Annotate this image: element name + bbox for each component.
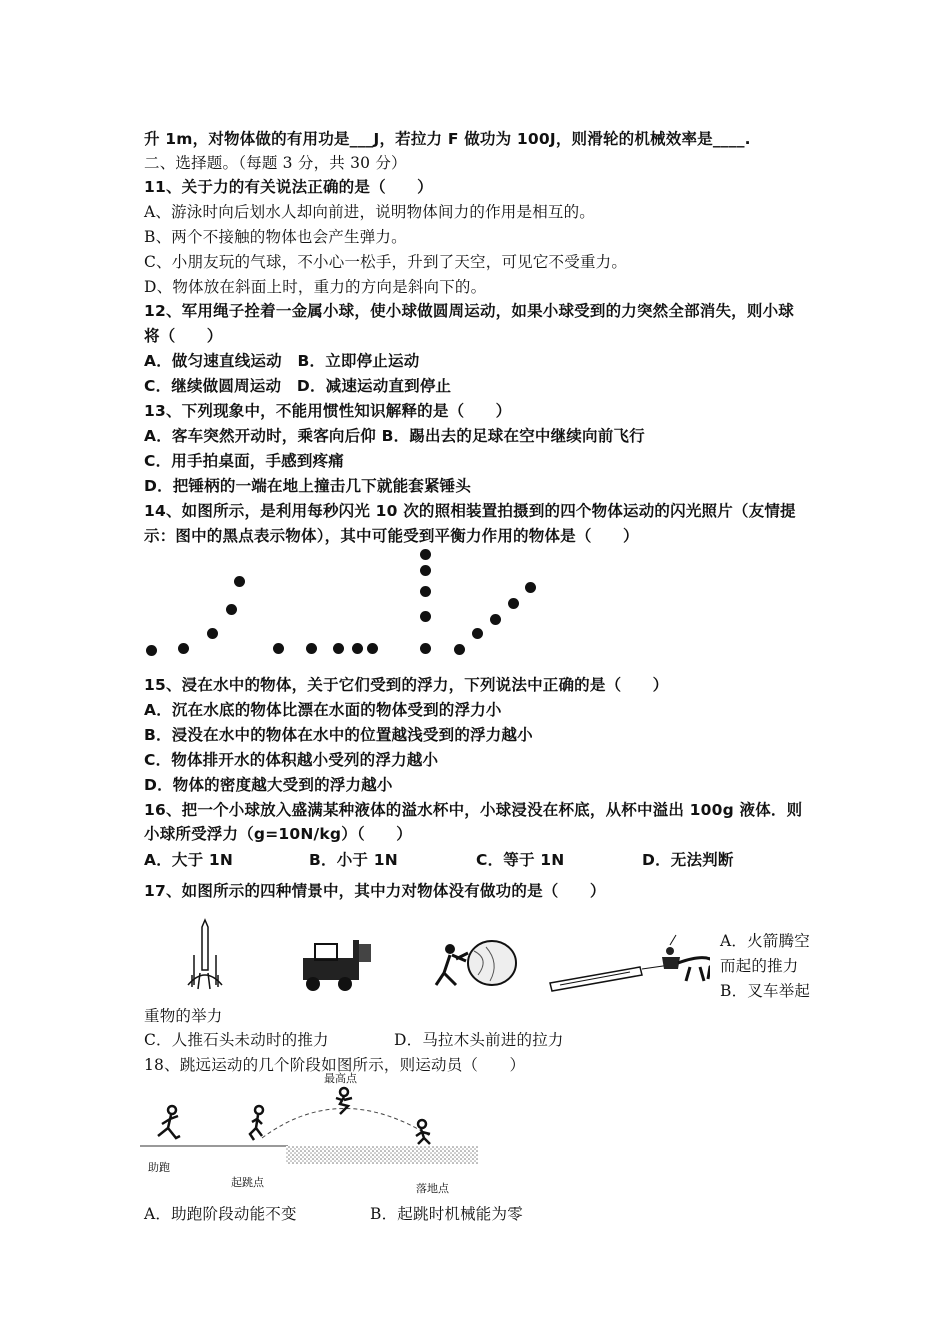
dot [146, 645, 157, 656]
caption-b: B．叉车举起 [720, 982, 811, 1000]
options-ab: A．做匀速直线运动 B．立即停止运动 [144, 352, 420, 370]
caption-c: C．人推石头未动时的推力 [144, 1031, 329, 1049]
push-rock-scene [436, 941, 516, 985]
horse-log-scene [550, 935, 710, 991]
option-b: B．浸没在水中的物体在水中的位置越浅受到的浮力越小 [144, 726, 533, 744]
option-c: C、小朋友玩的气球，不小心一松手，升到了天空，可见它不受重力。 [144, 253, 628, 271]
rocket-scene [188, 920, 222, 989]
options-ab: A．客车突然开动时，乘客向后仰 B．踢出去的足球在空中继续向前飞行 [144, 427, 645, 445]
options-cd: C．继续做圆周运动 D．减速运动直到停止 [144, 377, 452, 395]
question-15: 15、浸在水中的物体，关于它们受到的浮力，下列说法中正确的是（ ） [144, 676, 669, 694]
option-a: A．助跑阶段动能不变 [144, 1205, 297, 1223]
dot [420, 586, 431, 597]
question-16: 16、把一个小球放入盛满某种液体的溢水杯中，小球浸没在杯底，从杯中溢出 100g 液体．则 [144, 801, 803, 819]
caption-a-cont: 而起的推力 [720, 957, 799, 975]
dot [420, 549, 431, 560]
caption-a: A．火箭腾空 [720, 932, 810, 950]
question-13: 13、下列现象中，不能用惯性知识解释的是（ ） [144, 402, 512, 420]
dot [454, 644, 465, 655]
option-d: D．无法判断 [642, 851, 734, 869]
dot [306, 643, 317, 654]
option-a: A．大于 1N [144, 851, 234, 869]
dot [178, 643, 189, 654]
runner-figure [158, 1106, 180, 1138]
dot [226, 604, 237, 615]
section-heading: 二、选择题。（每题 3 分，共 30 分） [144, 154, 407, 172]
option-b: B．小于 1N [309, 851, 398, 869]
label-run-up: 助跑 [148, 1161, 170, 1174]
option-b: B．起跳时机械能为零 [370, 1205, 523, 1223]
option-b: B、两个不接触的物体也会产生弹力。 [144, 228, 407, 246]
dot [367, 643, 378, 654]
question-18: 18、跳远运动的几个阶段如图所示，则运动员（ ） [144, 1056, 526, 1074]
label-takeoff-point: 起跳点 [231, 1176, 264, 1189]
dot [472, 628, 483, 639]
caption-b-cont: 重物的举力 [144, 1007, 223, 1025]
question-16-cont: 小球所受浮力（g=10N/kg）（ ） [144, 825, 412, 843]
question-17: 17、如图所示的四种情景中，其中力对物体没有做功的是（ ） [144, 882, 606, 900]
dot [333, 643, 344, 654]
dot [420, 565, 431, 576]
label-landing-point: 落地点 [416, 1182, 449, 1195]
landing-figure [416, 1120, 430, 1144]
option-d: D、物体放在斜面上时，重力的方向是斜向下的。 [144, 278, 487, 296]
option-a: A．沉在水底的物体比漂在水面的物体受到的浮力小 [144, 701, 502, 719]
dot [234, 576, 245, 587]
option-c: C．等于 1N [476, 851, 565, 869]
dot [490, 614, 501, 625]
airborne-figure [336, 1088, 352, 1114]
dot [352, 643, 363, 654]
question-14: 14、如图所示，是利用每秒闪光 10 次的照相装置拍摄到的四个物体运动的闪光照片（友情提 [144, 502, 796, 520]
dot [525, 582, 536, 593]
option-c: C．用手拍桌面，手感到疼痛 [144, 452, 344, 470]
option-d: D．把锤柄的一端在地上撞击几下就能套紧锤头 [144, 477, 472, 495]
dot [420, 643, 431, 654]
forklift-scene [303, 940, 371, 991]
question-12: 12、军用绳子拴着一金属小球，使小球做圆周运动，如果小球受到的力突然全部消失，则小球 [144, 302, 794, 320]
takeoff-figure [250, 1106, 263, 1140]
dot [420, 611, 431, 622]
question-12-cont: 将（ ） [144, 327, 223, 345]
question-11: 11、关于力的有关说法正确的是（ ） [144, 178, 433, 196]
option-a: A、游泳时向后划水人却向前进，说明物体间力的作用是相互的。 [144, 203, 595, 221]
dot [207, 628, 218, 639]
long-jump-drawing [140, 1070, 550, 1195]
long-jump-figure [140, 1070, 550, 1195]
dot [508, 598, 519, 609]
question-14-cont: 示：图中的黑点表示物体），其中可能受到平衡力作用的物体是（ ） [144, 527, 639, 545]
label-highest-point: 最高点 [324, 1072, 357, 1085]
text-line: 升 1m，对物体做的有用功是___J，若拉力 F 做功为 100J，则滑轮的机械效率是____. [144, 130, 751, 148]
dot [273, 643, 284, 654]
caption-d: D．马拉木头前进的拉力 [394, 1031, 564, 1049]
option-d: D．物体的密度越大受到的浮力越小 [144, 776, 393, 794]
option-c: C．物体排开水的体积越小受列的浮力越小 [144, 751, 439, 769]
work-scenes-figure [180, 915, 710, 995]
